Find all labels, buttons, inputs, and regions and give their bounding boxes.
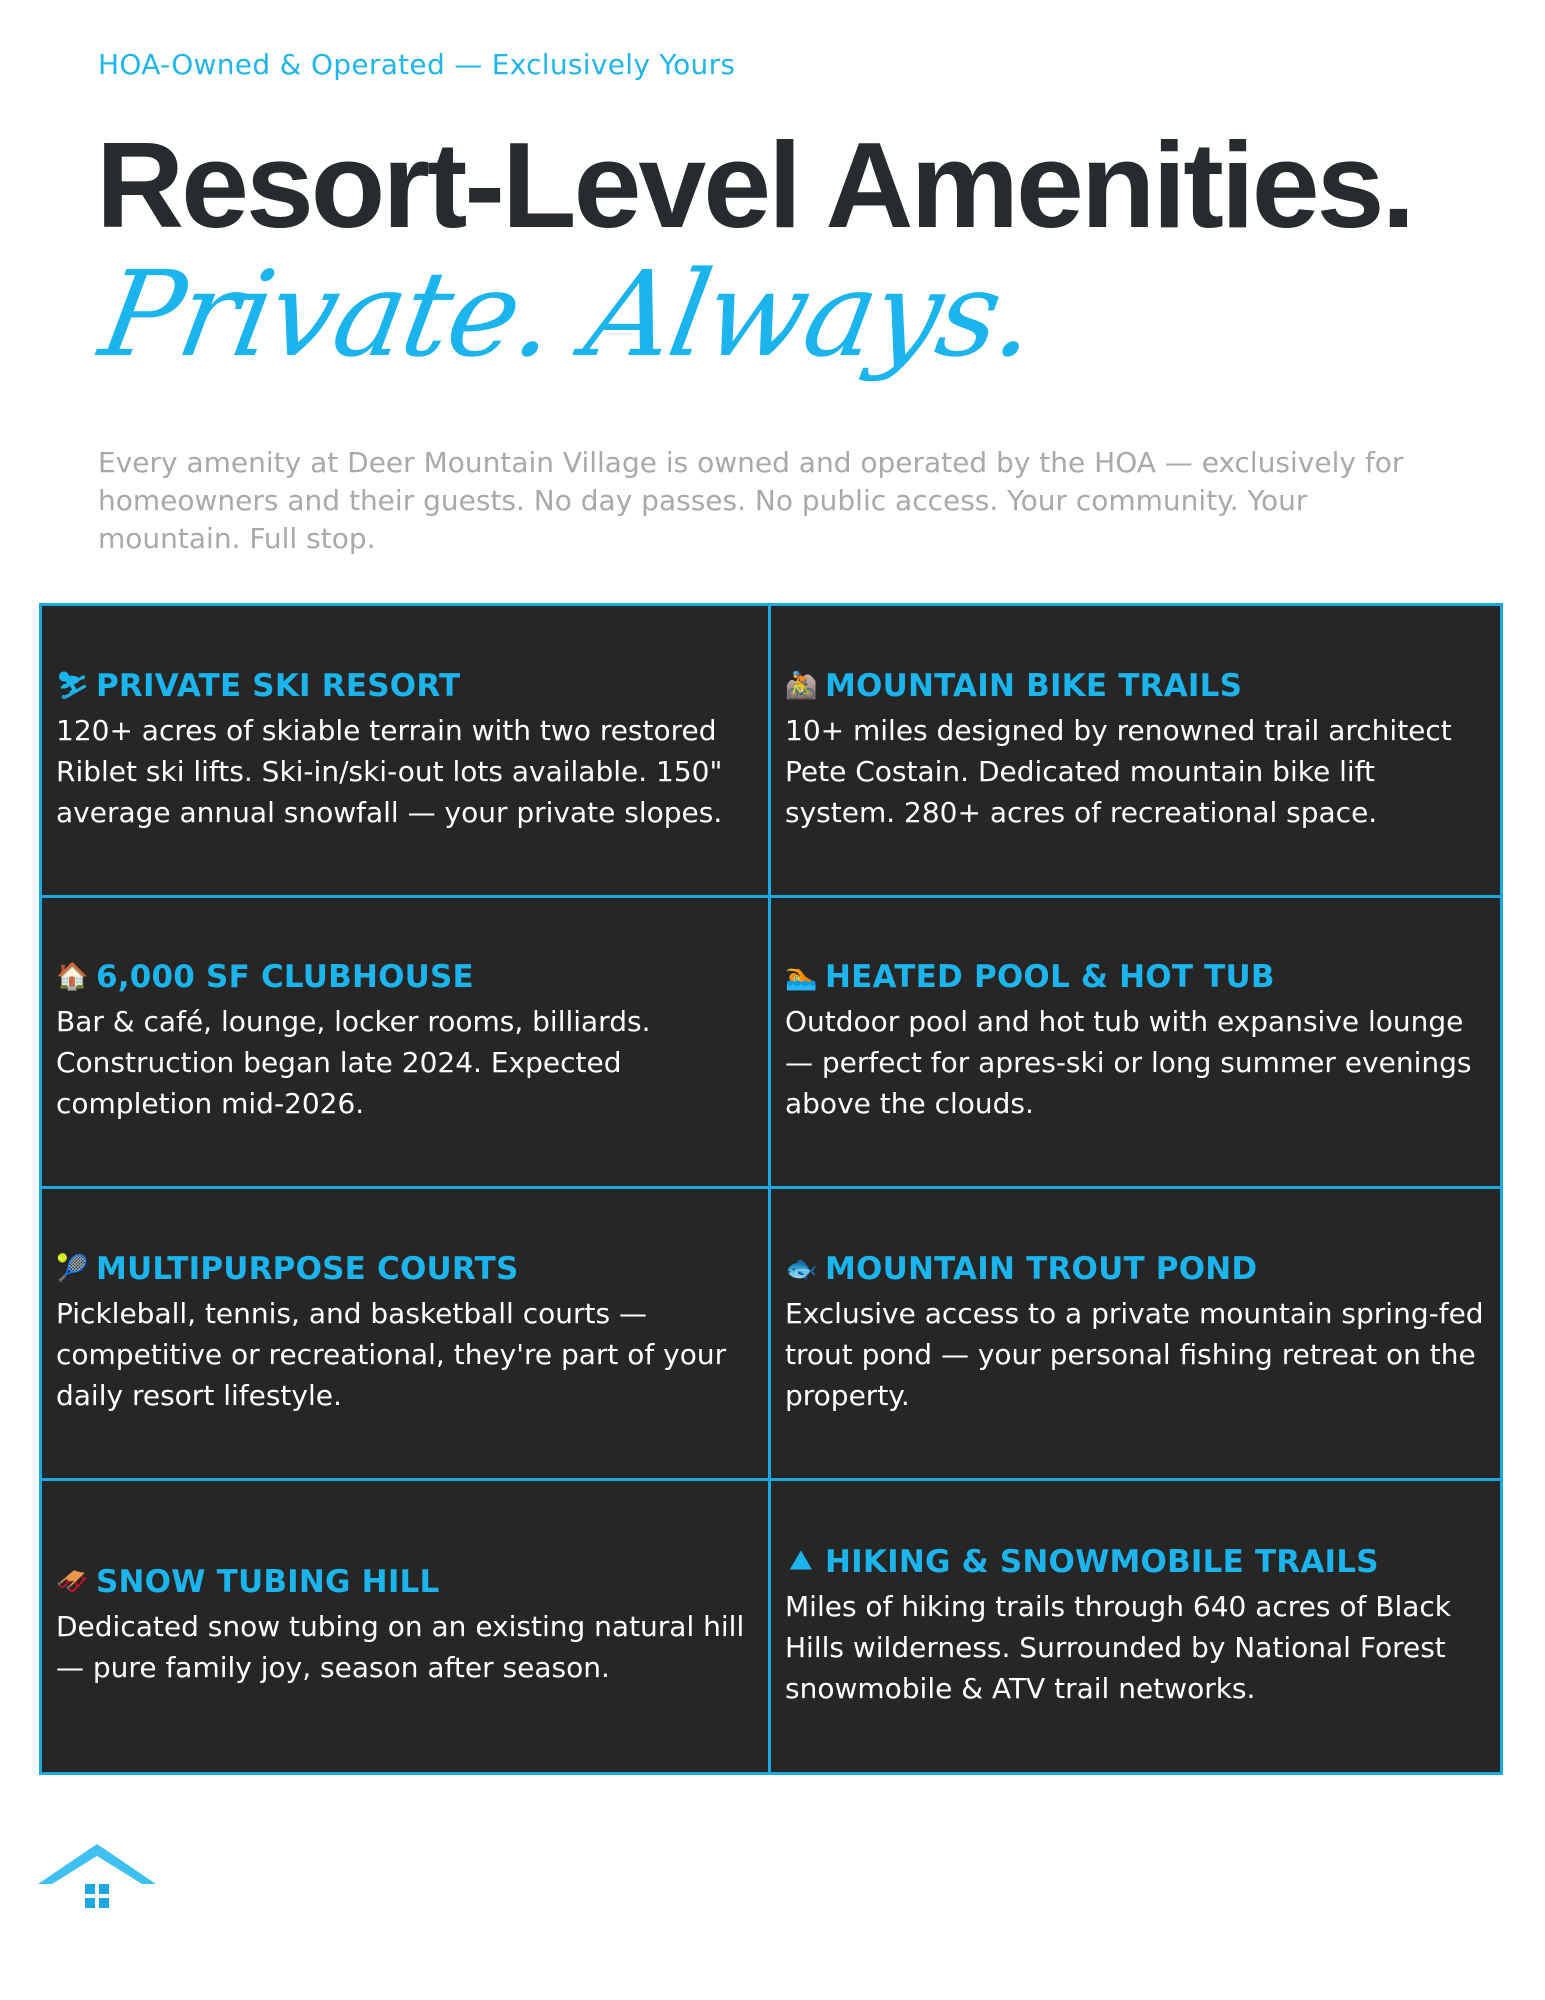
- amenity-title-row: [56, 959, 754, 995]
- amenity-title-row: [56, 1564, 754, 1600]
- house-icon: 🏠: [56, 962, 89, 993]
- sled-icon: 🛷: [56, 1567, 89, 1598]
- skier-icon: ⛷: [56, 670, 90, 701]
- amenity-card-bike-trails: [771, 606, 1500, 898]
- amenity-description: Bar & café, lounge, locker rooms, billiards. Construction began late 2024. Expected completion mid-2026.: [56, 1005, 651, 1121]
- amenity-title: SNOW TUBING HILL: [96, 1564, 440, 1601]
- script-subtitle: Private. Always.: [91, 245, 1046, 383]
- house-roof-logo-icon: [38, 1844, 156, 1908]
- amenity-description: 120+ acres of skiable terrain with two restored Riblet ski lifts. Ski-in/ski-out lots available. 150" average annual snowfall — your private slopes.: [56, 713, 723, 829]
- amenity-title-row: [785, 668, 1486, 704]
- tennis-ball-icon: 🎾: [56, 1253, 89, 1284]
- amenity-card-tubing-hill: [42, 1481, 771, 1773]
- intro-paragraph: Every amenity at Deer Mountain Village is owned and operated by the HOA — exclusively for homeowners and their guests. No day passes. No public access. Your community. Your mountain. Full stop.: [98, 446, 1404, 555]
- amenity-description: Pickleball, tennis, and basketball courts — competitive or recreational, they're part of your daily resort lifestyle.: [56, 1296, 727, 1412]
- amenity-description: 10+ miles designed by renowned trail architect Pete Costain. Dedicated mountain bike lift system. 280+ acres of recreational space.: [785, 713, 1452, 829]
- amenity-title: MULTIPURPOSE COURTS: [96, 1250, 519, 1287]
- amenity-description: Dedicated snow tubing on an existing natural hill — pure family joy, season after season.: [56, 1610, 745, 1685]
- mountain-icon: ⛰: [789, 1546, 813, 1577]
- amenities-grid: [39, 603, 1503, 1775]
- amenity-card-trout-pond: [771, 1189, 1500, 1481]
- amenity-title-row: [785, 959, 1486, 995]
- fish-icon: 🐟: [785, 1253, 818, 1284]
- amenity-description: Exclusive access to a private mountain spring-fed trout pond — your personal fishing retreat on the property.: [785, 1296, 1484, 1412]
- amenity-title: PRIVATE SKI RESORT: [96, 667, 461, 704]
- page-title: Resort-Level Amenities.: [96, 117, 1413, 253]
- amenity-title-row: [56, 668, 754, 704]
- amenity-title: HEATED POOL & HOT TUB: [825, 959, 1275, 996]
- amenity-card-hiking-trails: [771, 1481, 1500, 1773]
- amenity-title-row: [56, 1251, 754, 1287]
- amenity-card-clubhouse: [42, 898, 771, 1190]
- amenity-title: MOUNTAIN BIKE TRAILS: [825, 667, 1243, 704]
- swimmer-icon: 🏊: [785, 962, 818, 993]
- amenity-title: 6,000 SF CLUBHOUSE: [96, 959, 474, 996]
- amenity-title: MOUNTAIN TROUT POND: [825, 1250, 1258, 1287]
- amenity-title-row: [785, 1544, 1486, 1580]
- amenity-description: Outdoor pool and hot tub with expansive lounge — perfect for apres-ski or long summer evenings above the clouds.: [785, 1005, 1472, 1121]
- eyebrow-tagline: HOA-Owned & Operated — Exclusively Yours: [98, 48, 736, 81]
- amenity-card-ski-resort: [42, 606, 771, 898]
- amenity-card-pool: [771, 898, 1500, 1190]
- amenity-title-row: [785, 1251, 1486, 1287]
- mountain-biker-icon: 🚵: [785, 670, 818, 701]
- amenity-title: HIKING & SNOWMOBILE TRAILS: [825, 1543, 1379, 1580]
- amenity-description: Miles of hiking trails through 640 acres of Black Hills wilderness. Surrounded by National Forest snowmobile & ATV trail networks.: [785, 1589, 1452, 1705]
- amenity-card-courts: [42, 1189, 771, 1481]
